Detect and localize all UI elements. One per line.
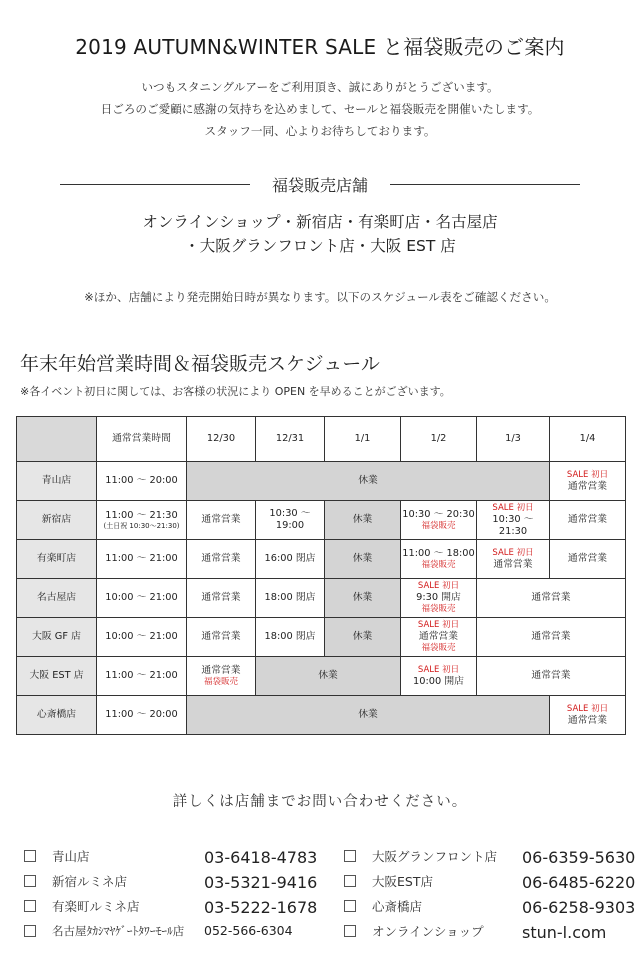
store-hours: 10:00 ～ 21:00 — [97, 579, 187, 618]
checkbox-icon — [344, 875, 356, 887]
hours-value: 11:00 ～ 21:30 — [105, 509, 178, 521]
schedule-cell — [401, 657, 477, 696]
normal-label: 通常営業 — [201, 664, 241, 676]
header-corner — [17, 417, 97, 462]
contact-phone: 03-5321-9416 — [204, 873, 318, 892]
schedule-cell: 通常営業 — [187, 618, 256, 657]
contact-item — [344, 896, 422, 916]
sale-first-label: SALE 初日 — [417, 581, 460, 591]
fukubukuro-label: 福袋販売 — [203, 676, 238, 687]
divider-left — [60, 184, 250, 185]
schedule-cell — [187, 657, 256, 696]
table-row — [17, 579, 626, 618]
checkbox-icon — [344, 900, 356, 912]
sale-first-label: SALE 初日 — [417, 664, 460, 675]
sale-first-label: SALE 初日 — [492, 502, 534, 513]
schedule-cell — [477, 501, 550, 540]
store-name: 名古屋店 — [17, 579, 97, 618]
contact-name: オンラインショップ — [372, 924, 484, 939]
page-title: 2019 AUTUMN&WINTER SALE と福袋販売のご案内 — [75, 35, 565, 59]
contact-name: 有楽町ルミネ店 — [52, 899, 140, 914]
schedule-cell: 通常営業 — [187, 501, 256, 540]
closed-cell: 休業 — [256, 657, 401, 696]
sale-first-label: SALE 初日 — [417, 620, 460, 630]
header-date: 12/31 — [256, 417, 325, 462]
intro-line: スタッフ一同、心よりお待ちしております。 — [204, 124, 436, 138]
store-name: 大阪 GF 店 — [17, 618, 97, 657]
time-value: 10:30 ～ 20:30 — [402, 508, 475, 520]
schedule-notice: ※ほか、店舗により発売開始日時が異なります。以下のスケジュール表をご確認ください。 — [84, 290, 556, 304]
store-name: 有楽町店 — [17, 540, 97, 579]
contact-name: 青山店 — [52, 849, 90, 864]
store-hours: 11:00 ～ 20:00 — [97, 462, 187, 501]
contact-name: 新宿ルミネ店 — [52, 874, 128, 889]
closed-cell: 休業 — [325, 501, 401, 540]
schedule-cell: 通常営業 — [477, 618, 626, 657]
header-date: 12/30 — [187, 417, 256, 462]
store-list-line: ・大阪グランフロント店・大阪 EST 店 — [184, 237, 456, 255]
schedule-cell — [550, 462, 626, 501]
contact-name: 心斎橋店 — [372, 899, 423, 914]
store-hours: 11:00 ～ 21:00 — [97, 657, 187, 696]
schedule-cell: 16:00 閉店 — [256, 540, 325, 579]
closed-cell: 休業 — [325, 540, 401, 579]
schedule-cell: 通常営業 — [477, 579, 626, 618]
website-link[interactable]: stun-l.com — [522, 923, 607, 942]
table-row — [17, 657, 626, 696]
closed-cell: 休業 — [187, 696, 550, 735]
schedule-cell — [401, 618, 477, 657]
fukubukuro-store-list — [0, 210, 640, 258]
header-date: 1/1 — [325, 417, 401, 462]
hours-note: (土日祝 10:30～21:30) — [103, 521, 180, 530]
sale-first-label: SALE 初日 — [566, 469, 609, 480]
contact-item — [344, 871, 433, 891]
store-list-line: オンラインショップ・新宿店・有楽町店・名古屋店 — [142, 213, 498, 231]
fukubukuro-label: 福袋販売 — [421, 604, 456, 614]
schedule-cell: 18:00 閉店 — [256, 618, 325, 657]
checkbox-icon — [24, 850, 36, 862]
fukubukuro-label: 福袋販売 — [421, 520, 456, 531]
time-value: 11:00 ～ 18:00 — [402, 547, 475, 559]
contact-phone: 06-6485-6220 — [522, 873, 636, 892]
schedule-cell — [550, 696, 626, 735]
schedule-cell — [401, 501, 477, 540]
store-name: 心斎橋店 — [17, 696, 97, 735]
fukubukuro-label: 福袋販売 — [421, 559, 456, 570]
schedule-note: ※各イベント初日に関しては、お客様の状況により OPEN を早めることがございます。 — [20, 385, 451, 398]
divider-right — [390, 184, 580, 185]
store-hours: 11:00 ～ 21:00 — [97, 540, 187, 579]
store-hours: 10:00 ～ 21:00 — [97, 618, 187, 657]
contact-phone: 06-6359-5630 — [522, 848, 636, 867]
header-date: 1/3 — [477, 417, 550, 462]
checkbox-icon — [24, 925, 36, 937]
table-row — [17, 462, 626, 501]
contact-item — [24, 846, 90, 866]
contact-item — [24, 921, 184, 941]
store-hours: 11:00 ～ 20:00 — [97, 696, 187, 735]
header-date: 1/2 — [401, 417, 477, 462]
header-hours: 通常営業時間 — [97, 417, 187, 462]
table-row — [17, 618, 626, 657]
closed-cell: 休業 — [325, 618, 401, 657]
contact-prompt: 詳しくは店舗までお問い合わせください。 — [172, 794, 468, 810]
table-row — [17, 540, 626, 579]
normal-label: 通常営業 — [418, 631, 459, 642]
schedule-cell: 18:00 閉店 — [256, 579, 325, 618]
time-value: 10:30 ～ 21:30 — [492, 513, 534, 537]
normal-label: 通常営業 — [567, 480, 608, 492]
contact-item — [24, 871, 127, 891]
store-hours — [97, 501, 187, 540]
schedule-cell — [401, 579, 477, 618]
schedule-cell — [477, 540, 550, 579]
contact-name: 大阪EST店 — [372, 874, 433, 889]
schedule-cell: 通常営業 — [477, 657, 626, 696]
schedule-cell — [401, 540, 477, 579]
intro-line: 日ごろのご愛顧に感謝の気持ちを込めまして、セールと福袋販売を開催いたします。 — [100, 102, 540, 116]
contact-item — [344, 921, 484, 941]
table-row — [17, 696, 626, 735]
header-date: 1/4 — [550, 417, 626, 462]
closed-cell: 休業 — [325, 579, 401, 618]
contact-phone: 03-6418-4783 — [204, 848, 318, 867]
contact-phone: 052-566-6304 — [204, 923, 293, 938]
store-name: 新宿店 — [17, 501, 97, 540]
table-row — [17, 501, 626, 540]
checkbox-icon — [344, 925, 356, 937]
checkbox-icon — [344, 850, 356, 862]
schedule-cell: 通常営業 — [187, 540, 256, 579]
contact-name: 名古屋ﾀｶｼﾏﾔｹﾞｰﾄﾀﾜｰﾓｰﾙ店 — [52, 924, 185, 938]
schedule-cell: 通常営業 — [550, 501, 626, 540]
intro-text — [0, 76, 640, 142]
table-header-row — [17, 417, 626, 462]
contact-phone: 06-6258-9303 — [522, 898, 636, 917]
store-name: 青山店 — [17, 462, 97, 501]
contact-item — [344, 846, 497, 866]
checkbox-icon — [24, 875, 36, 887]
sale-first-label: SALE 初日 — [566, 703, 609, 714]
normal-label: 通常営業 — [567, 714, 608, 726]
time-value: 9:30 開店 — [416, 592, 461, 603]
fukubukuro-label: 福袋販売 — [421, 643, 456, 653]
time-value: 10:00 開店 — [413, 675, 464, 687]
schedule-table — [16, 416, 626, 735]
fukubukuro-heading-label: 福袋販売店舗 — [272, 175, 369, 195]
sale-first-label: SALE 初日 — [492, 547, 534, 558]
store-name: 大阪 EST 店 — [17, 657, 97, 696]
schedule-cell: 通常営業 — [550, 540, 626, 579]
normal-label: 通常営業 — [493, 558, 533, 570]
schedule-title: 年末年始営業時間＆福袋販売スケジュール — [20, 353, 380, 375]
schedule-cell: 通常営業 — [187, 579, 256, 618]
contact-name: 大阪グランフロント店 — [372, 849, 498, 864]
checkbox-icon — [24, 900, 36, 912]
contact-phone: 03-5222-1678 — [204, 898, 318, 917]
schedule-cell: 10:30 ～ 19:00 — [256, 501, 325, 540]
contact-item — [24, 896, 140, 916]
intro-line: いつもスタニングルアーをご利用頂き、誠にありがとうございます。 — [141, 80, 499, 94]
fukubukuro-heading — [60, 174, 580, 194]
closed-cell: 休業 — [187, 462, 550, 501]
